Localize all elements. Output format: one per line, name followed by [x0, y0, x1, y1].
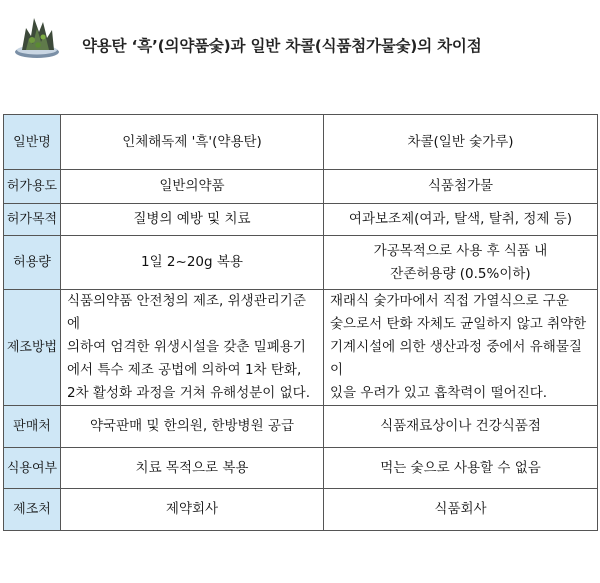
cell-yakyongtan: 인체해독제 '흑'(약용탄) [61, 115, 324, 170]
cell-line: 의하여 엄격한 위생시설을 갖춘 밀폐용기 [67, 339, 306, 355]
table-row [4, 236, 598, 290]
cell-yakyongtan: 치료 목적으로 복용 [61, 448, 324, 489]
cell-line: 식품의약품 안전청의 제조, 위생관리기준에 [67, 293, 306, 332]
page-title: 약용탄 ‘흑’(의약품숯)과 일반 차콜(식품첨가물숯)의 차이점 [82, 37, 482, 55]
cell-line: 2차 활성화 과정을 거쳐 유해성분이 없다. [67, 385, 310, 401]
cell-charcoal [324, 236, 598, 290]
cell-line: 잔존허용량 (0.5%이하) [390, 265, 531, 282]
cell-line: 에서 특수 제조 공법에 의하여 1차 탄화, [67, 362, 302, 378]
row-label: 허용량 [4, 236, 61, 290]
cell-line: 가공목적으로 사용 후 식품 내 [373, 242, 548, 259]
table-row [4, 406, 598, 448]
cell-charcoal: 먹는 숯으로 사용할 수 없음 [324, 448, 598, 489]
comparison-table [3, 114, 598, 531]
row-label: 허가목적 [4, 204, 61, 236]
table-row [4, 290, 598, 406]
table-row [4, 204, 598, 236]
row-label: 일반명 [4, 115, 61, 170]
cell-charcoal: 여과보조제(여과, 탈색, 탈취, 정제 등) [324, 204, 598, 236]
row-label: 제조방법 [4, 290, 61, 406]
row-label: 판매처 [4, 406, 61, 448]
row-label: 제조처 [4, 489, 61, 531]
row-label: 허가용도 [4, 170, 61, 204]
table-row [4, 489, 598, 531]
table-row [4, 448, 598, 489]
cell-charcoal: 식품첨가물 [324, 170, 598, 204]
cell-yakyongtan: 약국판매 및 한의원, 한방병원 공급 [61, 406, 324, 448]
cell-yakyongtan: 1일 2~20g 복용 [61, 236, 324, 290]
table-row [4, 115, 598, 170]
header [0, 0, 600, 110]
cell-line: 기계시설에 의한 생산과정 중에서 유해물질이 [330, 339, 582, 378]
cell-yakyongtan: 일반의약품 [61, 170, 324, 204]
cell-yakyongtan: 제약회사 [61, 489, 324, 531]
cell-yakyongtan [61, 290, 324, 406]
cell-line: 있을 우려가 있고 흡착력이 떨어진다. [330, 385, 548, 401]
cell-charcoal: 차콜(일반 숯가루) [324, 115, 598, 170]
table-row [4, 170, 598, 204]
cell-charcoal [324, 290, 598, 406]
cell-line: 재래식 숯가마에서 직접 가열식으로 구운 [330, 293, 569, 309]
cell-line: 숯으로서 탄화 자체도 균일하지 않고 취약한 [330, 316, 587, 332]
row-label: 식용여부 [4, 448, 61, 489]
rock-sculpture-icon [12, 10, 62, 60]
cell-charcoal: 식품재료상이나 건강식품점 [324, 406, 598, 448]
cell-yakyongtan: 질병의 예방 및 치료 [61, 204, 324, 236]
cell-charcoal: 식품회사 [324, 489, 598, 531]
